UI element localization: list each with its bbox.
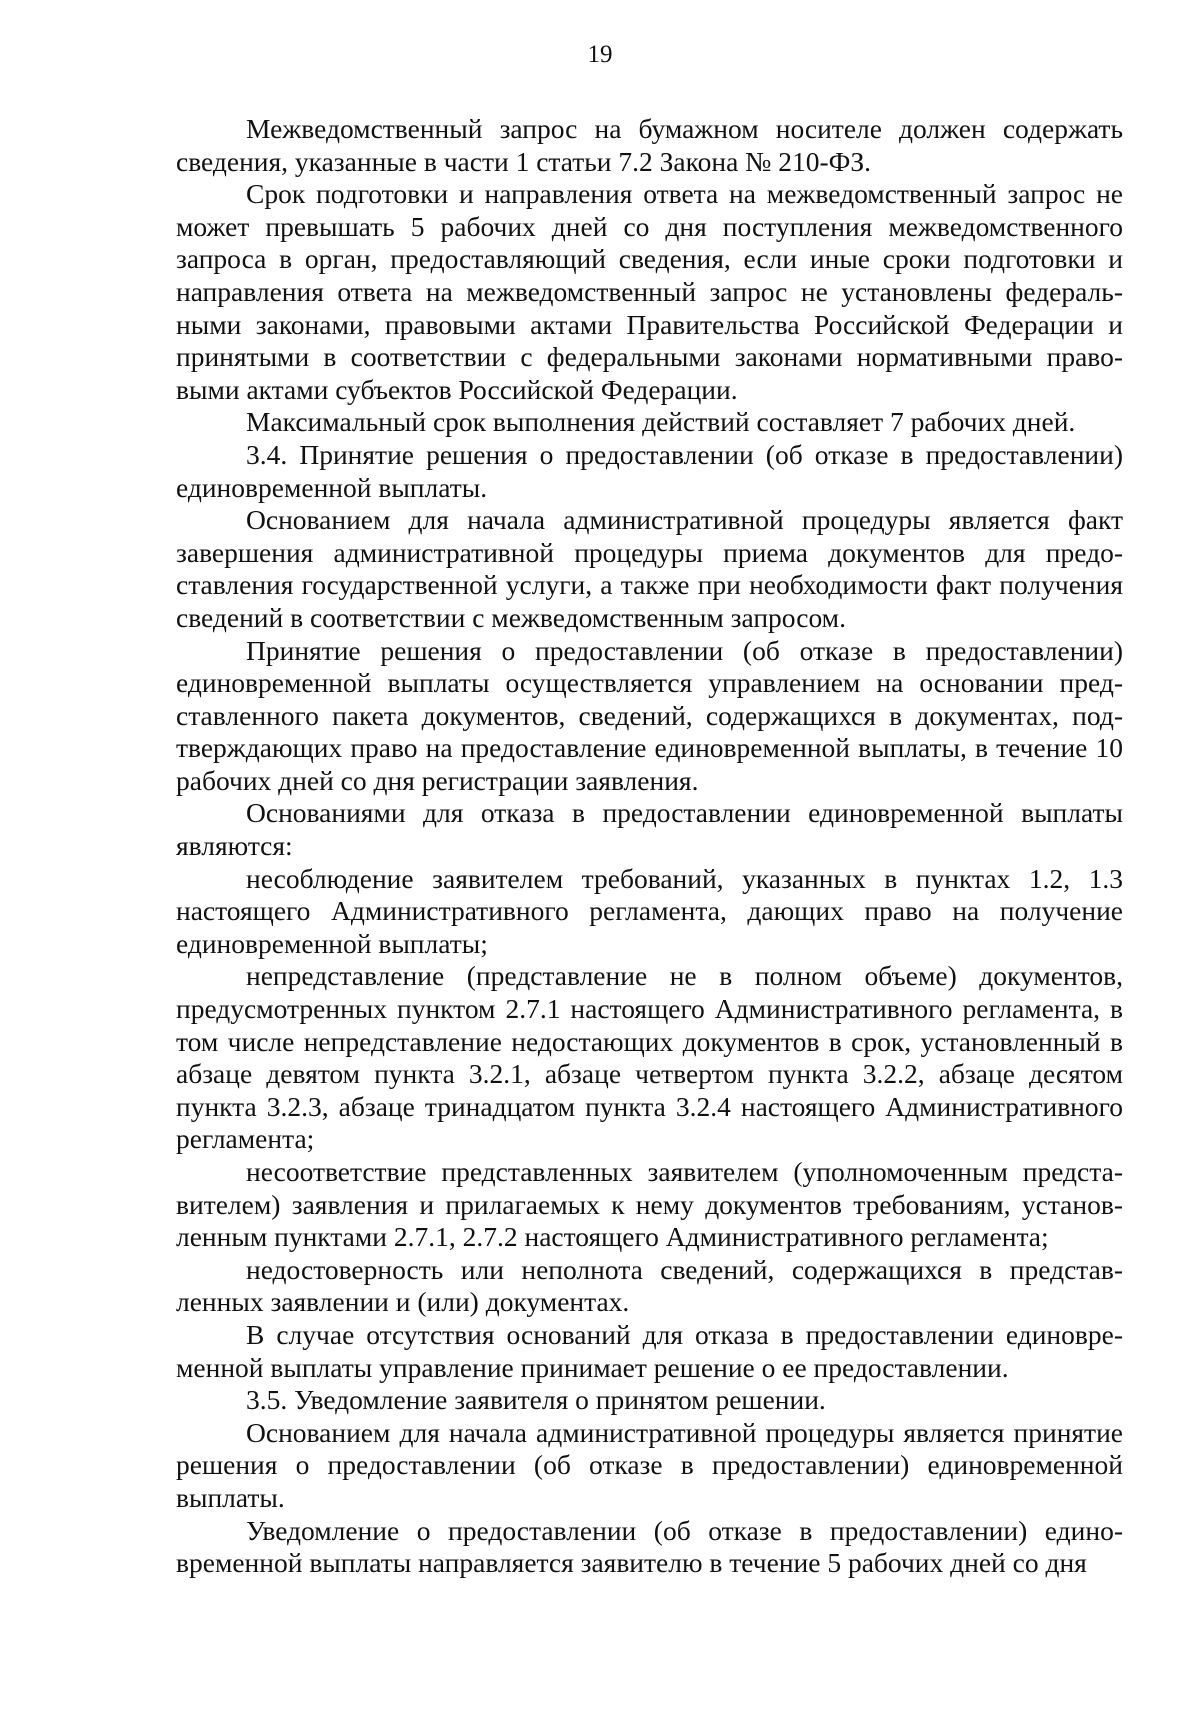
- paragraph-response-deadline: Срок подготовки и направления ответа на межведомственный запрос не может превышать 5 рабочих дней со дня поступления межведомственного запроса в орган, предоставляющий сведения, если иные сроки подготовки и направления ответа на межведомственный запрос не установлены федеральными законами, правовыми актами Правительства Российской Федерации и принятыми в соответствии с федеральными законами нормативными правовыми актами субъектов Российской Федерации.: [176, 178, 1123, 405]
- paragraph-notification-deadline: Уведомление о предоставлении (об отказе в предоставлении) единовременной выплаты направляется заявителю в течение 5 рабочих дней со дня: [176, 1514, 1123, 1579]
- list-item-refusal-ground-3: несоответствие представленных заявителем (уполномоченным представителем) заявления и прилагаемых к нему документов требованиям, установленным пунктами 2.7.1, 2.7.2 настоящего Административного регламента;: [176, 1156, 1123, 1253]
- paragraph-no-refusal-grounds: В случае отсутствия оснований для отказа в предоставлении единовременной выплаты управление принимает решение о ее предоставлении.: [176, 1318, 1123, 1383]
- list-item-refusal-ground-1: несоблюдение заявителем требований, указанных в пунктах 1.2, 1.3 настоящего Административного регламента, дающих право на получение единовременной выплаты;: [176, 862, 1123, 959]
- paragraph-notification-basis: Основанием для начала административной процедуры является принятие решения о предоставлении (об отказе в предоставлении) единовременной выплаты.: [176, 1416, 1123, 1513]
- list-item-refusal-ground-4: недостоверность или неполнота сведений, содержащихся в представленных заявлении и (или) документах.: [176, 1253, 1123, 1318]
- paragraph-decision-making: Принятие решения о предоставлении (об отказе в предоставлении) единовременной выплаты осуществляется управлением на основании представленного пакета документов, сведений, содержащихся в документах, подтверждающих право на предоставление единовременной выплаты, в течение 10 рабочих дней со дня регистрации заявления.: [176, 634, 1123, 796]
- paragraph-procedure-basis: Основанием для начала административной процедуры является факт завершения административной процедуры приема документов для предоставления государственной услуги, а также при необходимости факт получения сведений в соответствии с межведомственным запросом.: [176, 504, 1123, 633]
- paragraph-max-duration: Максимальный срок выполнения действий составляет 7 рабочих дней.: [246, 406, 1076, 438]
- document-body: [176, 113, 1123, 1580]
- paragraph-refusal-grounds-intro: Основаниями для отказа в предоставлении единовременной выплаты являются:: [176, 797, 1123, 862]
- section-heading-3-4: 3.4. Принятие решения о предоставлении (об отказе в предоставлении) единовременной выплаты.: [176, 438, 1123, 503]
- page-number: 19: [587, 41, 613, 68]
- section-heading-3-5: 3.5. Уведомление заявителя о принятом решении.: [246, 1384, 826, 1416]
- list-item-refusal-ground-2: непредставление (представление не в полном объеме) документов, предусмотренных пунктом 2.7.1 настоящего Административного регламента, в том числе непредставление недостающих документов в срок, установленный в абзаце девятом пункта 3.2.1, абзаце четвертом пункта 3.2.2, абзаце десятом пункта 3.2.3, абзаце тринадцатом пункта 3.2.4 настоящего Административного регламента;: [176, 960, 1123, 1155]
- paragraph-interagency-request-content: Межведомственный запрос на бумажном носителе должен содержать сведения, указанные в части 1 статьи 7.2 Закона № 210-ФЗ.: [176, 113, 1123, 177]
